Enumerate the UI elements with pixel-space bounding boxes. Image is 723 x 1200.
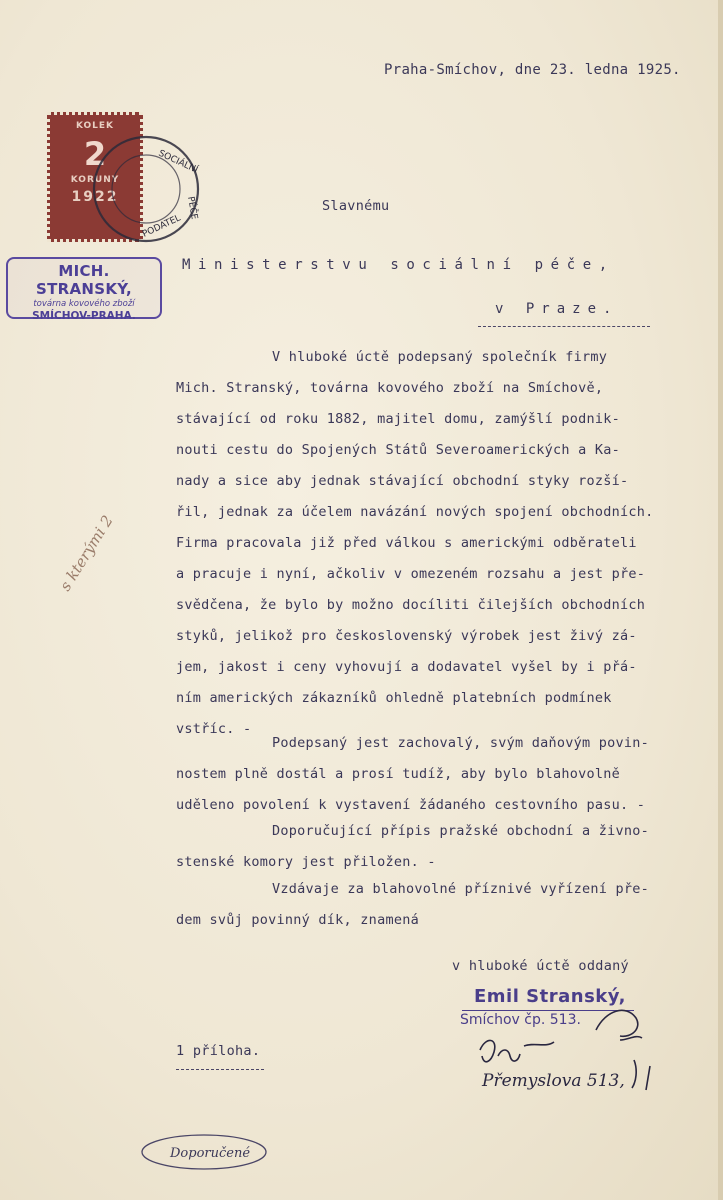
svg-text:s kterými 2: s kterými 2 [56,512,117,595]
letter-closing: v hluboké úctě oddaný [452,958,629,974]
revenue-stamp-label: KORUNY [70,175,120,185]
firm-stamp-location: SMÍCHOV-PRAHA. [32,310,136,322]
text-line: Mich. Stranský, továrna kovového zboží na Smíchově, [176,380,604,396]
text-line: Firma pracovala již před válkou s americkými odběrateli [176,535,637,551]
revenue-stamp-top: KOLEK [75,121,115,131]
recommended-note-icon [140,1130,280,1174]
text-line: nostem plně dostál a prosí tudíž, aby bylo blahovolně [176,766,621,782]
svg-text:PODATEL: PODATEL [141,213,183,240]
revenue-stamp-year: 1922 [71,189,119,205]
svg-text:SOCIÁLNÍ: SOCIÁLNÍ [156,148,200,176]
text-line: Doporučující přípis pražské obchodní a živno- [272,823,649,839]
text-line: vstříc. - [176,721,252,737]
text-line: uděleno povolení k vystavení žádaného cestovního pasu. - [176,797,646,813]
letter-date: Praha-Smíchov, dne 23. ledna 1925. [384,62,681,78]
text-line: a pracuje i nyní, ačkoliv v omezeném rozsahu a jest pře- [176,566,646,582]
text-line: V hluboké úctě podepsaný společník firmy [272,349,608,365]
svg-text:Přemyslova 513,: Přemyslova 513, [482,1071,625,1091]
signature-stamp-address: Smíchov čp. 513. [460,1012,581,1028]
text-line: Podepsaný jest zachovalý, svým daňovým povin- [272,735,649,751]
text-line: řil, jednak za účelem navázání nových spojení obchodních. [176,504,654,520]
revenue-stamp-value: 2 [83,135,107,173]
letter-recipient: Ministerstvu sociální péče, [182,257,615,273]
svg-text:Doporučené: Doporučené [170,1146,251,1161]
firm-stamp-business: továrna kovového zboží [33,299,135,309]
svg-text:PÉČE: PÉČE [185,195,199,221]
firm-stamp-name: MICH. STRANSKÝ, [36,262,132,298]
text-line: stenské komory jest přiložen. - [176,854,436,870]
text-line: jem, jakost i ceny vyhovují a dodavatel vyšel by i přá- [176,659,637,675]
text-line: styků, jelikož pro československý výrobek jest živý zá- [176,628,637,644]
text-line: svědčena, že bylo by možno docíliti čilejších obchodních [176,597,646,613]
text-line: ním amerických zákazníků ohledně platebních podmínek [176,690,612,706]
text-line: dem svůj povinný dík, znamená [176,912,419,928]
text-line: Vzdávaje za blahovolné příznivé vyřízení pře- [272,881,649,897]
signature-stamp-name: Emil Stranský, [474,986,626,1007]
letter-salutation: Slavnému [322,198,390,214]
text-line: stávající od roku 1882, majitel domu, zamýšlí podnik- [176,411,621,427]
text-line: nouti cestu do Spojených Států Severoamerických a Ka- [176,442,621,458]
text-line: nady a sice aby jednak stávající obchodní styky rozší- [176,473,629,489]
enclosure-note: 1 příloha. [176,1043,261,1059]
letter-city: v Praze. [495,301,619,317]
